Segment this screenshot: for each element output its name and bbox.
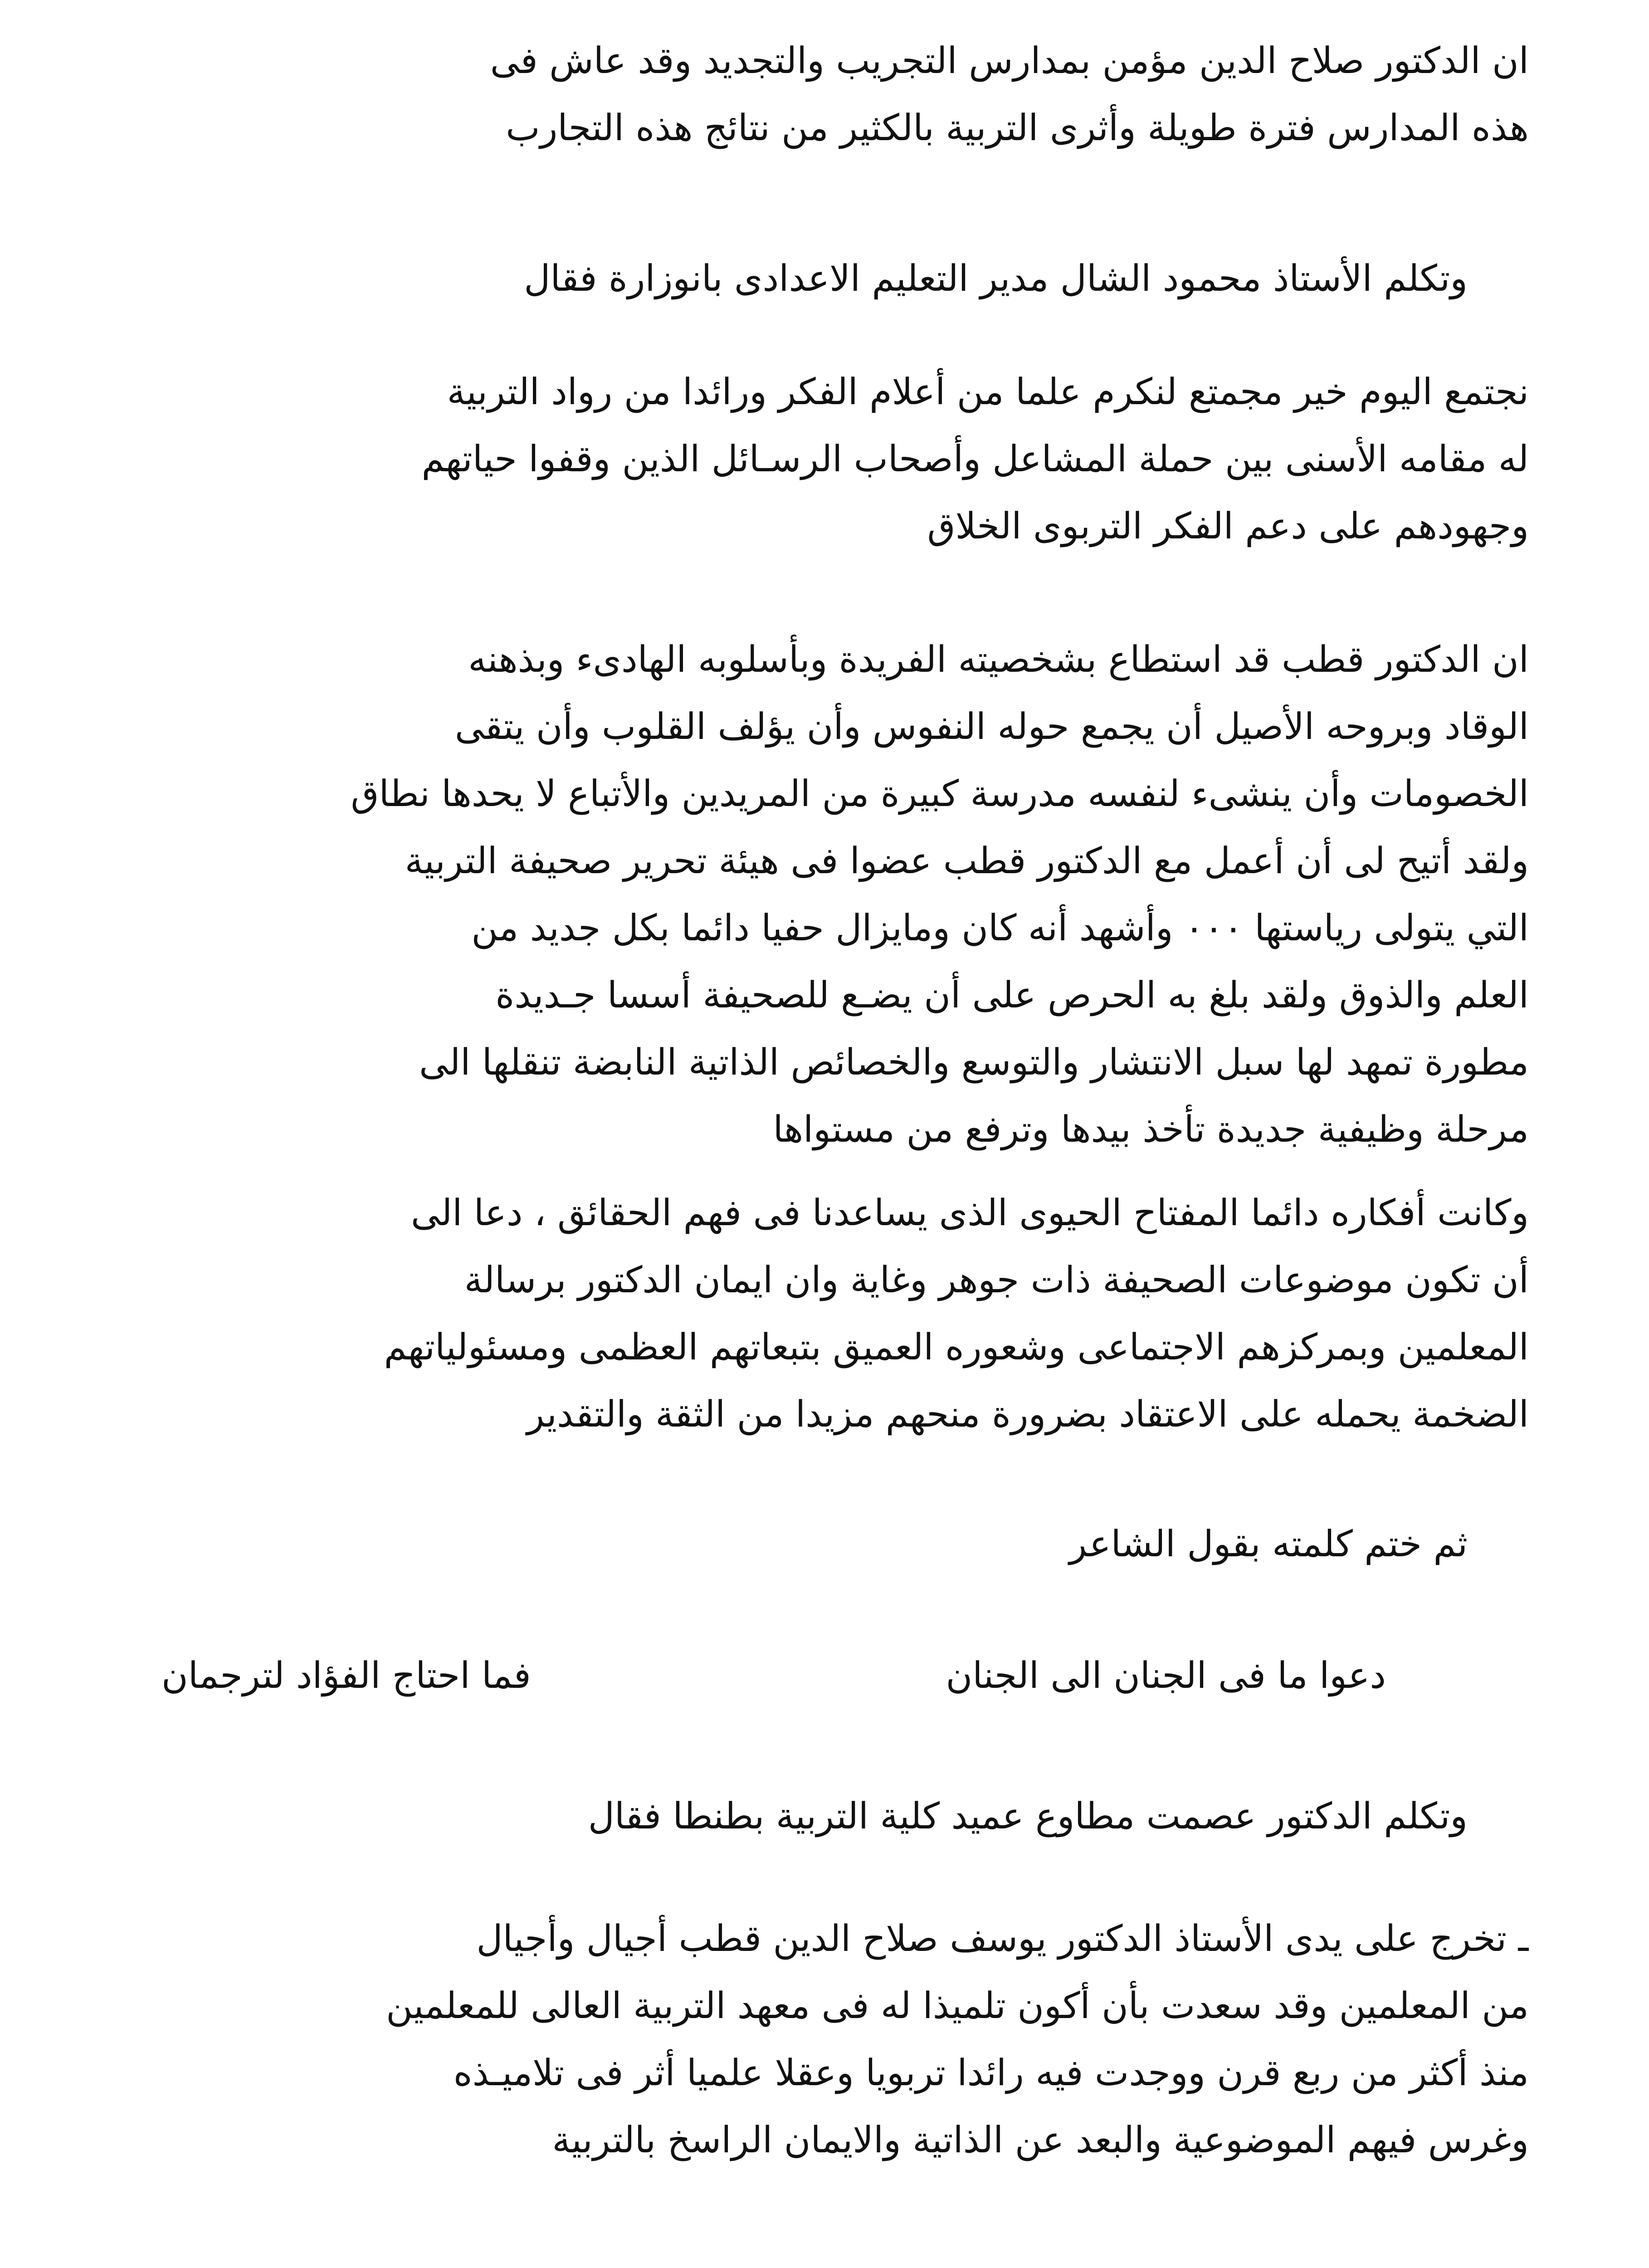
text-line: الضخمة يحمله على الاعتقاد بضرورة منحهم مزيدا من الثقة والتقدير <box>527 1393 1529 1435</box>
text-line: منذ أكثر من ربع قرن ووجدت فيه رائدا تربويا وعقلا علميا أثر فى تلاميـذه <box>453 2052 1529 2094</box>
text-line: العلم والذوق ولقد بلغ به الحرص على أن يضـع للصحيفة أسسا جـديدة <box>495 974 1529 1016</box>
poetry-verse <box>161 1642 1386 1709</box>
text-line: وتكلم الدكتور عصمت مطاوع عميد كلية التربية بطنطا فقال <box>588 1795 1468 1837</box>
text-line <box>107 2259 1529 2268</box>
text-line: نجتمع اليوم خير مجمتع لنكرم علما من أعلام الفكر ورائدا من رواد التربية <box>447 371 1529 413</box>
paragraph-7 <box>46 1783 1468 1850</box>
text-line: وغرس فيهم الموضوعية والبعد عن الذاتية والايمان الراسخ بالتربية <box>552 2119 1529 2161</box>
paragraph-9 <box>107 2259 1529 2268</box>
text-line: التي يتولى رياستها ٠٠٠ وأشهد أنه كان ومايزال حفيا دائما بكل جديد من <box>471 907 1529 949</box>
text-line: الوقاد وبروحه الأصيل أن يجمع حوله النفوس وأن يؤلف القلوب وأن يتقى <box>454 705 1529 748</box>
paragraph-5 <box>107 1179 1529 1448</box>
text-line: المعلمين وبمركزهم الاجتماعى وشعوره العميق بتبعاتهم العظمى ومسئولياتهم <box>384 1326 1529 1368</box>
paragraph-4 <box>107 626 1529 1163</box>
text-line: مطورة تمهد لها سبل الانتشار والتوسع والخصائص الذاتية النابضة تنقلها الى <box>419 1041 1529 1083</box>
paragraph-8 <box>107 1905 1529 2174</box>
verse-second-hemistich: فما احتاج الفؤاد لترجمان <box>161 1654 531 1696</box>
paragraph-2 <box>46 245 1468 312</box>
text-line: له مقامه الأسنى بين حملة المشاعل وأصحاب الرسـائل الذين وقفوا حياتهم <box>421 438 1529 480</box>
paragraph-6 <box>46 1510 1468 1578</box>
paragraph-3 <box>107 358 1529 560</box>
text-line: هذه المدارس فترة طويلة وأثرى التربية بالكثير من نتائج هذه التجارب <box>506 107 1529 149</box>
text-line: الخصومات وأن ينشىء لنفسه مدرسة كبيرة من المريدين والأتباع لا يحدها نطاق <box>351 772 1529 815</box>
text-line: ولقد أتيح لى أن أعمل مع الدكتور قطب عضوا فى هيئة تحرير صحيفة التربية <box>405 840 1529 882</box>
text-line: مرحلة وظيفية جديدة تأخذ بيدها وترفع من مستواها <box>773 1108 1529 1150</box>
text-line: من المعلمين وقد سعدت بأن أكون تلميذا له فى معهد التربية العالى للمعلمين <box>386 1984 1529 2027</box>
text-line: ثم ختم كلمته بقول الشاعر <box>1069 1523 1468 1565</box>
text-line: أن تكون موضوعات الصحيفة ذات جوهر وغاية وان ايمان الدكتور برسالة <box>464 1259 1529 1301</box>
text-line: ـ تخرج على يدى الأستاذ الدكتور يوسف صلاح الدين قطب أجيال وأجيال <box>476 1917 1529 1960</box>
text-line: وجهودهم على دعم الفكر التربوى الخلاق <box>927 505 1529 547</box>
paragraph-1 <box>107 27 1529 161</box>
text-line: وكانت أفكاره دائما المفتاح الحيوى الذى يساعدنا فى فهم الحقائق ، دعا الى <box>411 1192 1529 1234</box>
text-line: ان الدكتور قطب قد استطاع بشخصيته الفريدة وبأسلوبه الهادىء وبذهنه <box>468 638 1529 680</box>
verse-first-hemistich: دعوا ما فى الجنان الى الجنان <box>946 1654 1386 1696</box>
text-line: وتكلم الأستاذ محمود الشال مدير التعليم الاعدادى بانوزارة فقال <box>524 257 1468 299</box>
text-line: ان الدكتور صلاح الدين مؤمن بمدارس التجريب والتجديد وقد عاش فى <box>490 39 1529 82</box>
